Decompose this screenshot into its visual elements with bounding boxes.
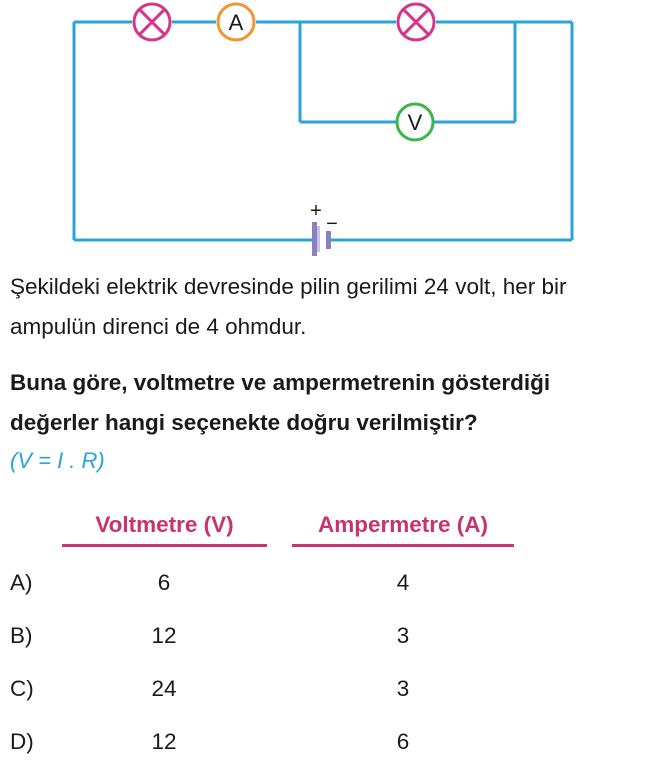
voltmeter-icon — [397, 104, 433, 140]
circuit-diagram — [0, 0, 652, 260]
voltmeter-label: V — [407, 110, 423, 135]
battery-minus-label: − — [326, 213, 338, 235]
bulb-2-icon — [398, 4, 434, 40]
battery-plus-label: + — [310, 200, 322, 222]
option-ampermetre: 3 — [396, 623, 410, 648]
problem-question: Buna göre, voltmetre ve ampermetrenin gösterdiği değerler hangi seçenekte doğru verilmiştir? — [10, 370, 551, 435]
ammeter-label: A — [228, 10, 244, 35]
wires — [74, 22, 572, 240]
header-voltmetre-underline — [62, 544, 267, 547]
formula: (V = I . R) — [10, 448, 105, 473]
option-ampermetre: 4 — [396, 570, 410, 595]
option-voltmetre: 24 — [151, 676, 177, 701]
bulb-1-icon — [134, 4, 170, 40]
ammeter-icon — [218, 4, 254, 40]
option-letter: B) — [10, 623, 33, 648]
option-voltmetre: 12 — [151, 623, 177, 648]
option-voltmetre: 6 — [157, 570, 171, 595]
option-letter: D) — [10, 729, 34, 754]
header-ampermetre-underline — [292, 544, 514, 547]
option-voltmetre: 12 — [151, 729, 177, 754]
option-letter: C) — [10, 676, 34, 701]
option-ampermetre: 6 — [396, 729, 410, 754]
header-voltmetre: Voltmetre (V) — [95, 512, 234, 537]
problem-intro: Şekildeki elektrik devresinde pilin gerilimi 24 volt, her bir ampulün direnci de 4 ohmdur. — [10, 274, 567, 339]
option-ampermetre: 3 — [396, 676, 410, 701]
battery-icon — [310, 200, 338, 256]
header-ampermetre: Ampermetre (A) — [317, 512, 489, 537]
option-letter: A) — [10, 570, 33, 595]
